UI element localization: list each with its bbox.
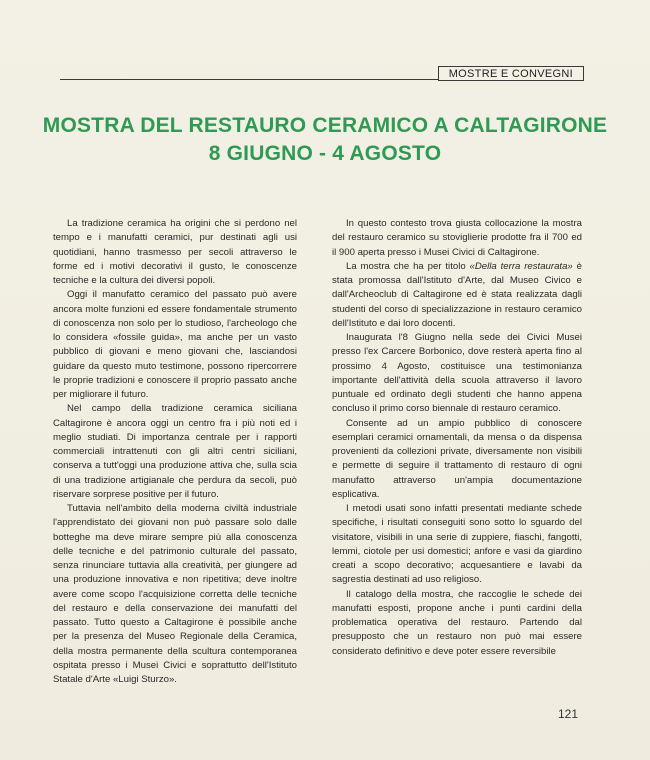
paragraph: I metodi usati sono infatti presentati mediante schede specifiche, i risultati conseguiti sono sotto lo sguardo del visitatore, visibili in una serie di zuppiere, fiaschi, fangotti, lemmi, ciotole per usi domestici; anfore e vasi da giardino creati a scopo decorativo; acquesantiere e lavabi da sagrestia destinati ad uso religioso. (332, 503, 582, 586)
right-text-column (332, 217, 582, 659)
paragraph-text: è stata promossa dall'Istituto d'Arte, dal Museo Civico e dall'Archeoclub di Caltagirone ed è stata realizzata dagli studenti del corso di specializzazione in restauro ceramico dell'Istituto e dai loro docenti. (332, 260, 582, 329)
paragraph: Il catalogo della mostra, che raccoglie le schede dei manufatti esposti, propone anche i punti cardini della problematica operativa del restauro. Partendo dal presupposto che un restauro non può mai essere considerato definitivo e deve poter essere reversibile (332, 588, 582, 657)
section-tag: MOSTRE E CONVEGNI (438, 66, 584, 81)
paragraph: In questo contesto trova giusta collocazione la mostra del restauro ceramico su stoviglierie prodotte fra il 700 ed il 900 aperta presso i Musei Civici di Caltagirone. (332, 218, 582, 258)
paragraph (332, 260, 582, 331)
paragraph: Consente ad un ampio pubblico di conoscere esemplari ceramici ornamentali, da mensa o da dispensa provenienti da collezioni private, diversamente non visibili e permette di seguire il trattamento di restauro di ogni manufatto attraverso un'ampia documentazione esplicativa. (332, 417, 582, 500)
paragraph-text: La mostra che ha per titolo (346, 260, 470, 272)
article-title (40, 112, 610, 168)
paragraph: Nel campo della tradizione ceramica siciliana Caltagirone è ancora oggi un centro fra i più noti ed i meglio studiati. Di importanza centrale per i rapporti commerciali intrattenuti con gli altri centri siciliani, conserva a tutt'oggi una produzione attiva che, sulla scia di una tradizione artigianale che perdura da secoli, può riservare sorprese positive per il futuro. (53, 403, 297, 500)
page-number: 121 (557, 707, 578, 721)
paragraph: La tradizione ceramica ha origini che si perdono nel tempo e i manufatti ceramici, pur destinati agli usi quotidiani, hanno trasmesso per secoli attraverso le forme ed i motivi decorativi il gusto, le conoscenze tecniche e la cultura dei diversi popoli. (53, 218, 297, 286)
article-title-line2: 8 GIUGNO - 4 AGOSTO (208, 142, 442, 165)
paragraph: Inaugurata l'8 Giugno nella sede dei Civici Musei presso l'ex Carcere Borbonico, dove resterà aperta fino al prossimo 4 Agosto, costituisce una testimonianza importante dell'attività della scuola attraverso il lavoro puntuale ed ordinato degli studenti che hanno appena concluso il primo corso biennale di restauro ceramico. (332, 332, 582, 415)
exhibition-title: «Della terra restaurata» (469, 260, 573, 272)
left-text-column (53, 217, 297, 687)
paragraph: Oggi il manufatto ceramico del passato può avere ancora molte funzioni ed essere fondamentale strumento di conoscenza non solo per lo studioso, l'archeologo che lo considera «fossile guida», ma anche per un vasto pubblico di giovani e meno giovani che, lasciandosi guidare da questo muto testimone, possono ripercorrere le proprie tradizioni e conoscere il proprio passato anche per migliorare il futuro. (53, 289, 297, 400)
paragraph: Tuttavia nell'ambito della moderna civiltà industriale l'apprendistato dei giovani non può passare solo dalle botteghe ma deve mirare sempre più alla conoscenza delle tecniche e del patrimonio culturale del passato, senza rinunciare tuttavia alla creatività, per giungere ad una produzione innovativa e non ripetitiva; deve inoltre avere come scopo l'acquisizione corretta delle tecniche del restauro e della conservazione dei manufatti del passato. Tutto questo a Caltagirone è possibile anche per la presenza del Museo Regionale della Ceramica, della mostra permanente della scultura contemporanea ospitata presso i Musei Civici e soprattutto dell'Istituto Statale d'Arte «Luigi Sturzo». (53, 503, 297, 685)
article-title-line1: MOSTRA DEL RESTAURO CERAMICO A CALTAGIRONE (42, 114, 608, 137)
